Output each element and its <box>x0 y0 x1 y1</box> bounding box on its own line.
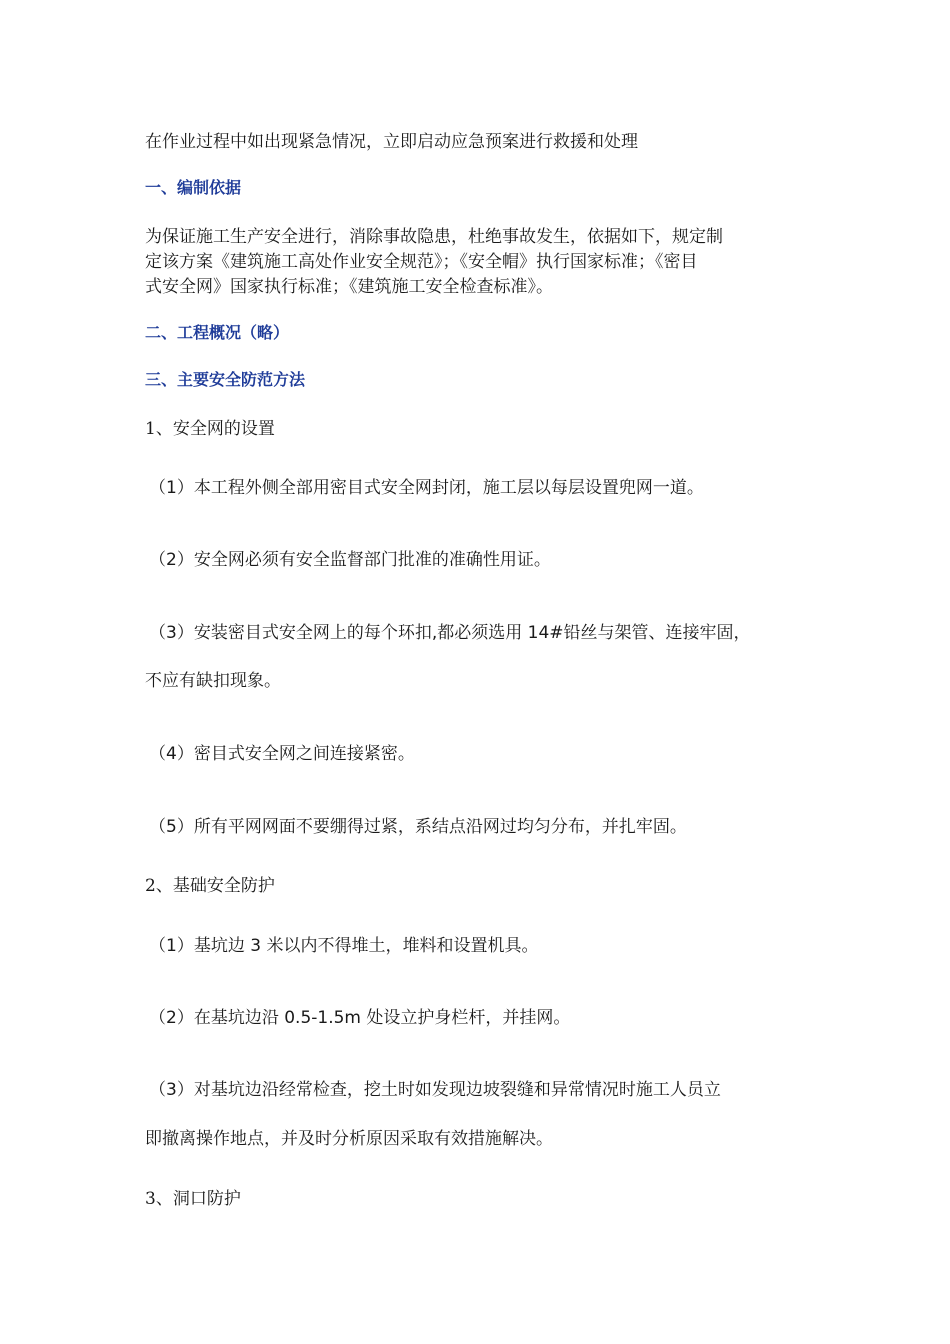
list-item: （4）密目式安全网之间连接紧密。 <box>149 744 415 764</box>
intro-paragraph: 在作业过程中如出现紧急情况，立即启动应急预案进行救援和处理 <box>145 132 638 152</box>
list-item-continuation: 不应有缺扣现象。 <box>145 671 281 691</box>
subsection-title-openings: 3、洞口防护 <box>145 1189 241 1209</box>
subsection-title-foundation: 2、基础安全防护 <box>145 876 275 896</box>
section-heading-basis: 一、编制依据 <box>145 178 242 197</box>
basis-paragraph-line: 定该方案《建筑施工高处作业安全规范》；《安全帽》执行国家标准；《密目 <box>145 252 698 272</box>
list-item: （1）基坑边 3 米以内不得堆土，堆料和设置机具。 <box>149 936 539 956</box>
list-item: （3）对基坑边沿经常检查，挖土时如发现边坡裂缝和异常情况时施工人员立 <box>149 1080 721 1100</box>
basis-paragraph-line: 为保证施工生产安全进行，消除事故隐患，杜绝事故发生，依据如下，规定制 <box>145 227 723 247</box>
subsection-title-safety-net: 1、安全网的设置 <box>145 419 275 439</box>
section-heading-measures: 三、主要安全防范方法 <box>145 370 306 389</box>
list-item: （5）所有平网网面不要绷得过紧，系结点沿网过均匀分布，并扎牢固。 <box>149 817 687 837</box>
list-item: （2）在基坑边沿 0.5-1.5m 处设立护身栏杆，并挂网。 <box>149 1008 571 1028</box>
basis-paragraph-line: 式安全网》国家执行标准；《建筑施工安全检查标准》。 <box>145 277 553 297</box>
list-item: （1）本工程外侧全部用密目式安全网封闭，施工层以每层设置兜网一道。 <box>149 478 704 498</box>
list-item: （2）安全网必须有安全监督部门批准的准确性用证。 <box>149 550 551 570</box>
section-heading-overview: 二、工程概况（略） <box>145 323 290 342</box>
list-item-continuation: 即撤离操作地点，并及时分析原因采取有效措施解决。 <box>145 1129 553 1149</box>
list-item: （3）安装密目式安全网上的每个环扣,都必须选用 14#铅丝与架管、连接牢固， <box>149 623 751 643</box>
